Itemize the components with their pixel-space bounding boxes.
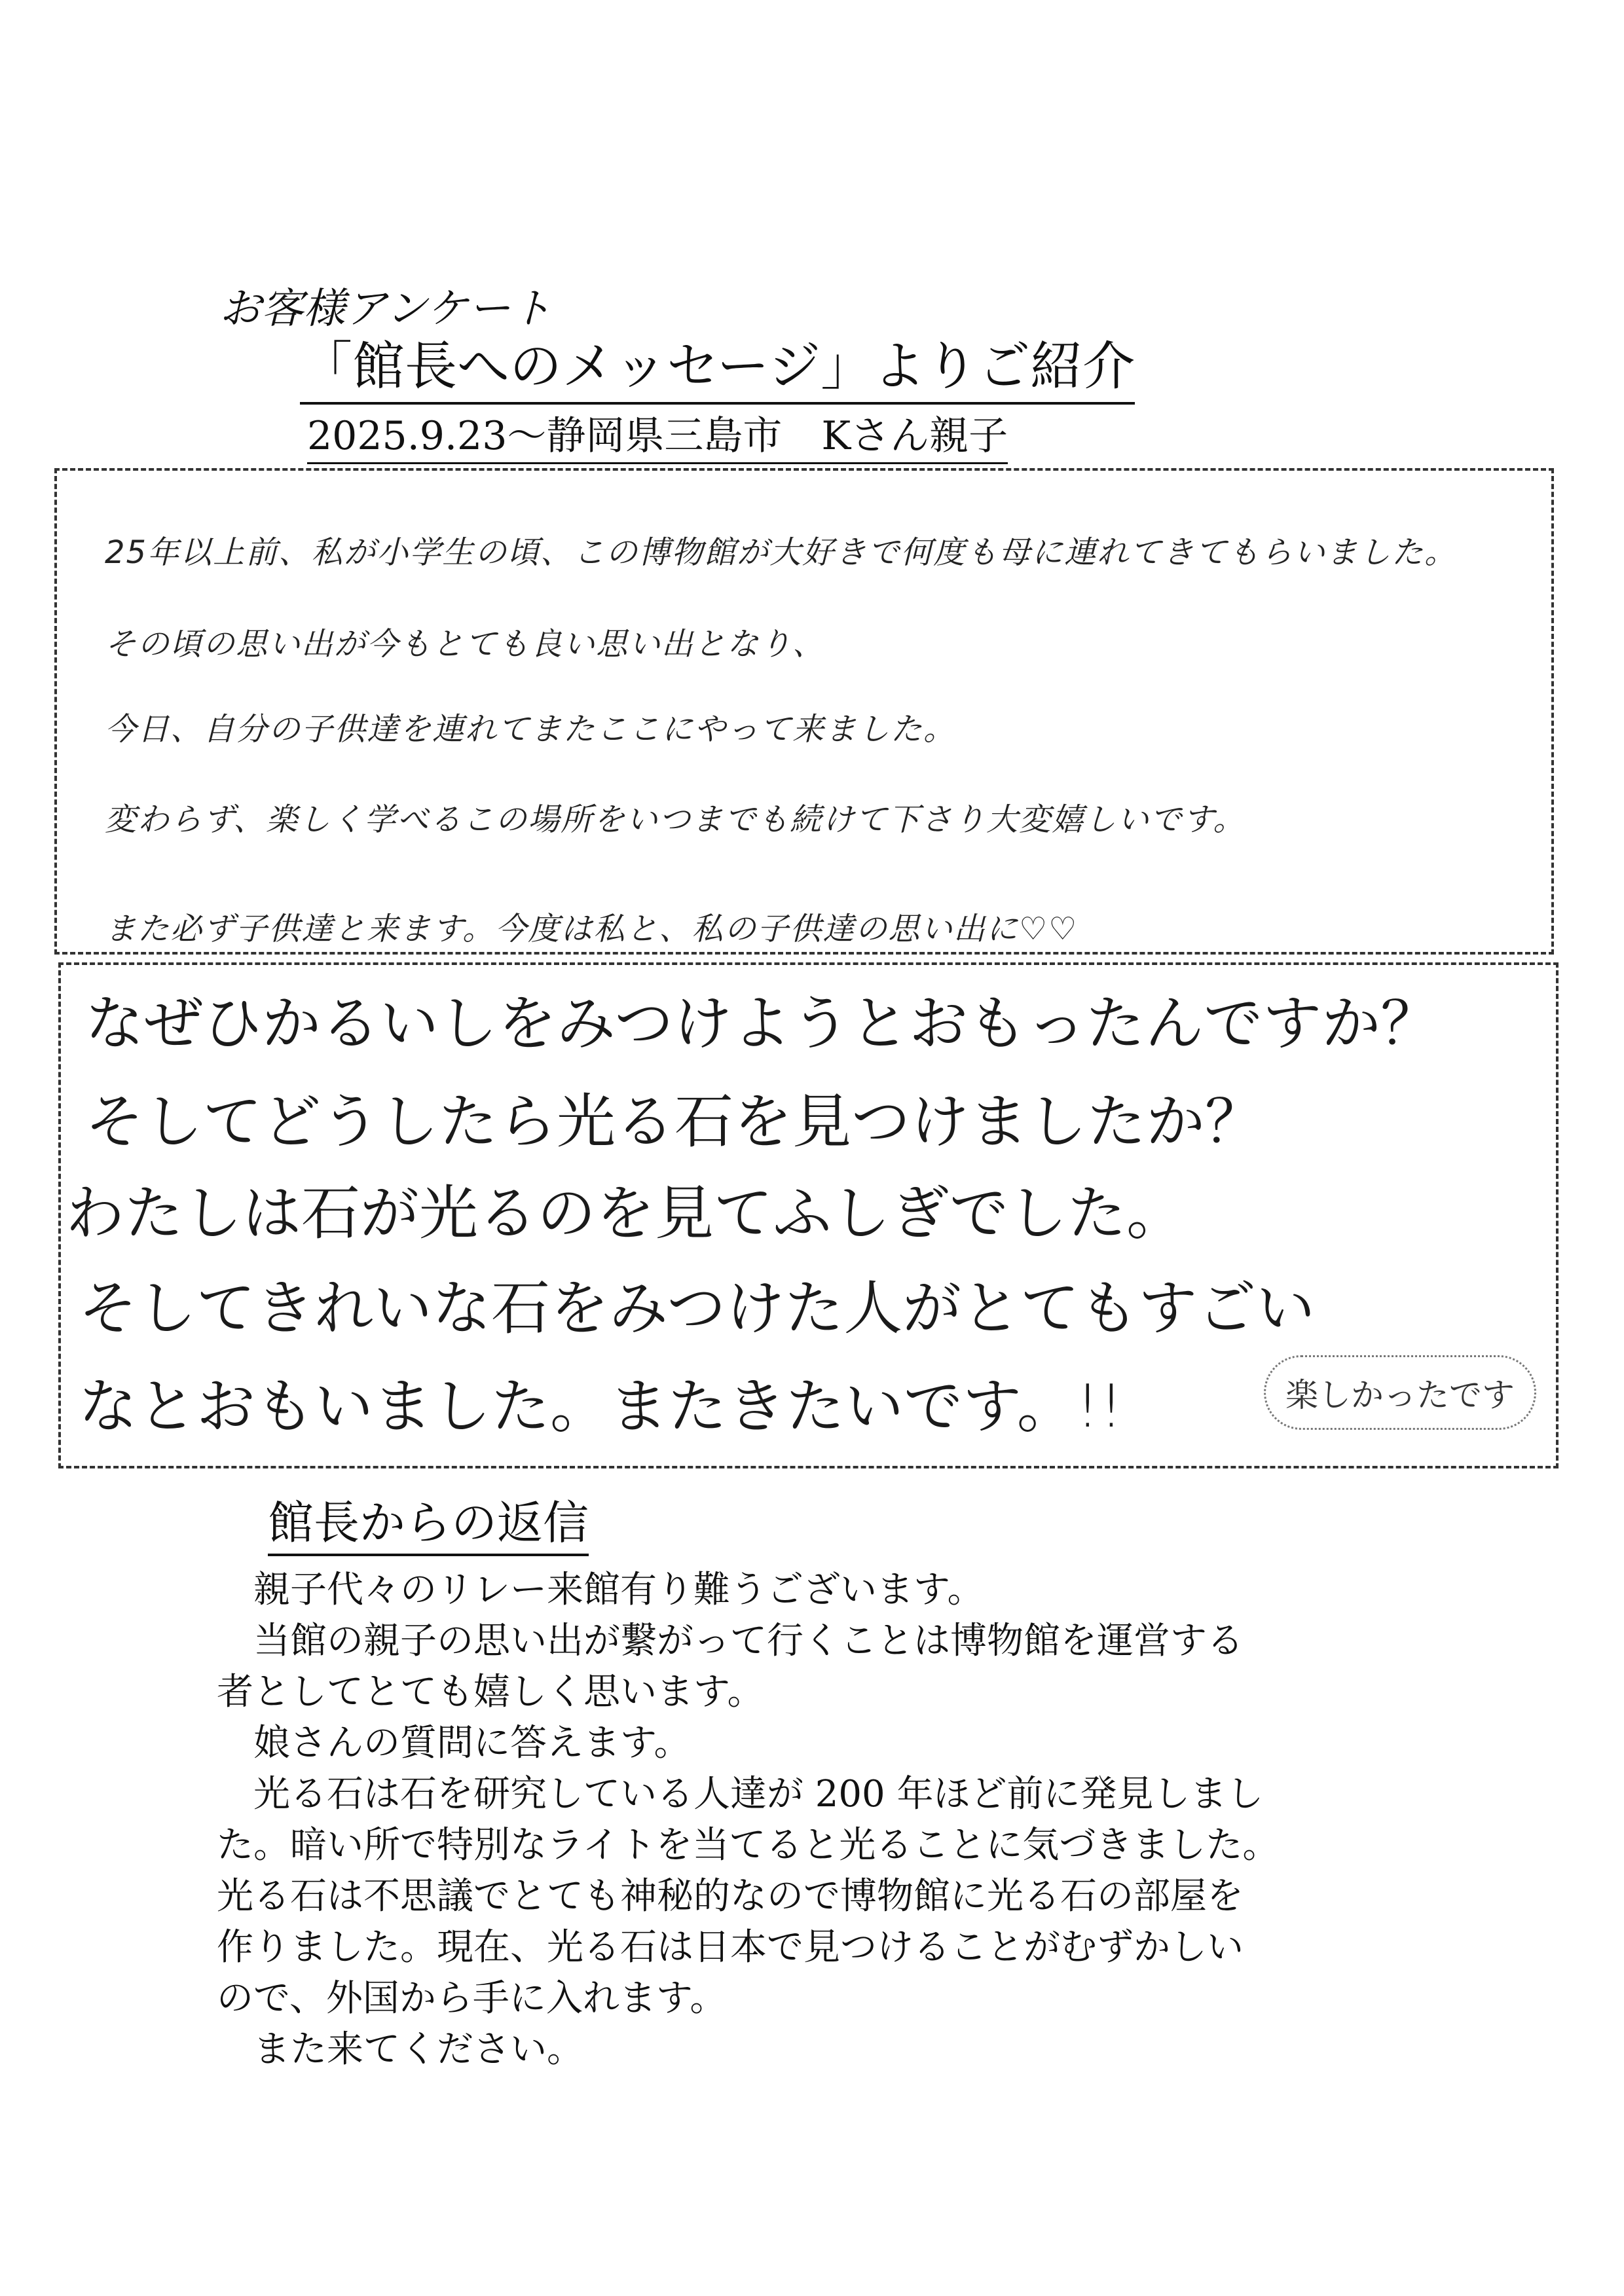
parent-message-line: 今日、自分の子供達を連れてまたここにやって来ました。 <box>105 711 957 748</box>
reply-title: 館長からの返信 <box>268 1486 589 1556</box>
reply-line: 娘さんの質問に答えます。 <box>217 1722 691 1764</box>
reply-line: 光る石は不思議でとても神秘的なので博物館に光る石の部屋を <box>217 1875 1244 1918</box>
child-message-line: そしてきれいな石をみつけた人がとてもすごい <box>79 1274 1316 1343</box>
page-title: 「館長へのメッセージ」よりご紹介 <box>300 324 1135 405</box>
date-location-line: 2025.9.23～静岡県三島市 Kさん親子 <box>307 405 1008 464</box>
parent-message-line: また必ず子供達と来ます。今度は私と、私の子供達の思い出に♡♡ <box>105 911 1079 947</box>
survey-label: お客様アンケート <box>219 285 553 333</box>
child-message-line: わたしは石が光るのを見てふしぎでした。 <box>65 1179 1185 1248</box>
reply-line: ので、外国から手に入れます。 <box>217 1977 727 2020</box>
reply-line: 者としてとても嬉しく思います。 <box>217 1671 764 1713</box>
reply-line: 光る石は石を研究している人達が 200 年ほど前に発見しまし <box>217 1773 1264 1815</box>
reply-line: 親子代々のリレー来館有り難うございます。 <box>217 1569 984 1611</box>
reply-line: 作りました。現在、光る石は日本で見つけることがむずかしい <box>217 1926 1244 1969</box>
parent-message-line: 25年以上前、私が小学生の頃、この博物館が大好きで何度も母に連れてきてもらいました。 <box>105 534 1458 571</box>
parent-message-line: その頃の思い出が今もとても良い思い出となり、 <box>105 626 826 663</box>
reply-line: 当館の親子の思い出が繋がって行くことは博物館を運営する <box>217 1620 1244 1662</box>
reply-line: た。暗い所で特別なライトを当てると光ることに気づきました。 <box>217 1824 1280 1867</box>
child-message-line: なとおもいました。またきたいです。!! <box>79 1372 1123 1441</box>
parent-message-line: 変わらず、楽しく学べるこの場所をいつまでも続けて下さり大変嬉しいです。 <box>105 801 1246 838</box>
child-message-line: そしてどうしたら光る石を見つけましたか？ <box>85 1087 1264 1156</box>
child-message-line: なぜひかるいしをみつけようとおもったんですか？ <box>85 989 1440 1058</box>
reply-line: また来てください。 <box>217 2028 583 2071</box>
cloud-doodle-text: 楽しかったです <box>1264 1355 1536 1430</box>
reply-body <box>217 1565 1395 2075</box>
